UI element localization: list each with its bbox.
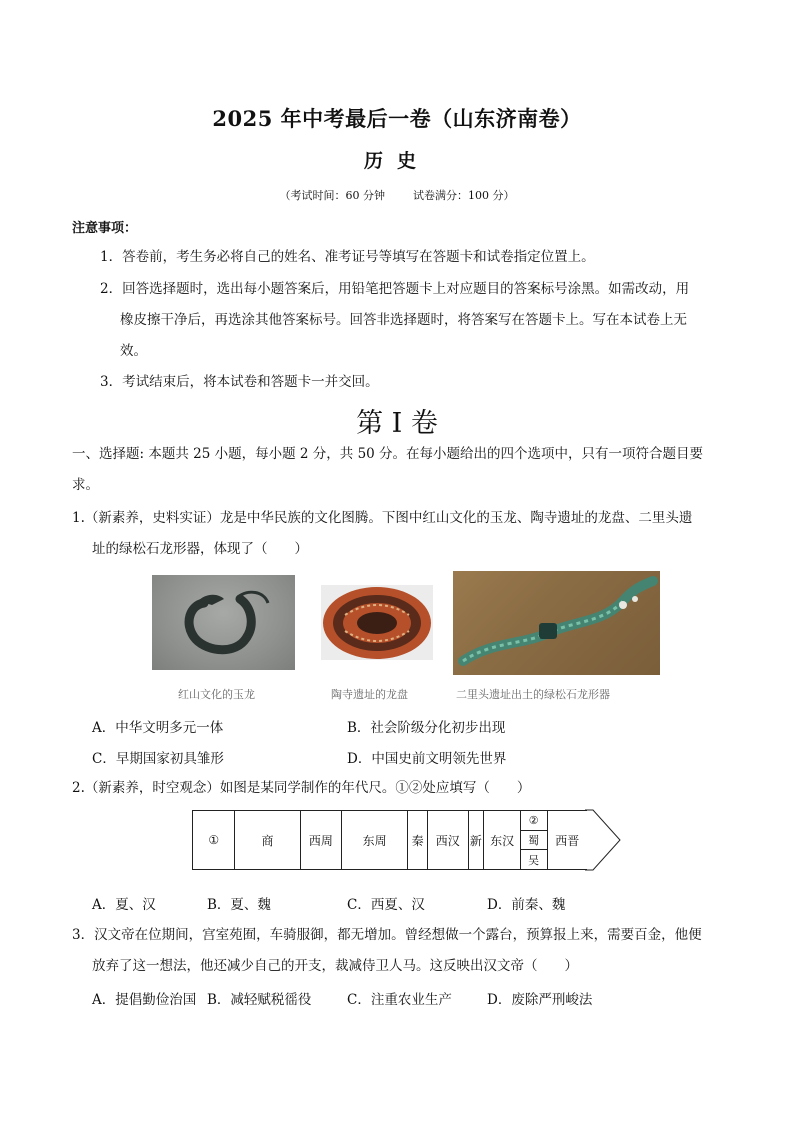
- timeline-cell-shang: 商: [235, 811, 300, 869]
- q2-option-c[interactable]: C．西夏、汉: [347, 897, 425, 913]
- q3-option-b[interactable]: B．减轻赋税徭役: [207, 992, 312, 1008]
- timeline-cell-western-han: 西汉: [428, 811, 468, 869]
- note-item-1: 1．答卷前，考生务必将自己的姓名、准考证号等填写在答题卡和试卷指定位置上。: [100, 249, 595, 265]
- notes-heading: 注意事项：: [72, 221, 138, 236]
- timeline-cell-shu: 蜀: [521, 831, 547, 851]
- timeline-cell-wu: 吴: [528, 853, 540, 867]
- caption-turquoise-dragon: 二里头遗址出土的绿松石龙形器: [456, 688, 610, 701]
- subject-title: 历史: [363, 150, 430, 172]
- q2-option-b[interactable]: B．夏、魏: [207, 897, 271, 913]
- timeline-cell-2: ②: [521, 811, 547, 831]
- q3-option-c[interactable]: C．注重农业生产: [347, 992, 452, 1008]
- note-item-3: 3．考试结束后，将本试卷和答题卡一并交回。: [100, 374, 379, 390]
- note-item-2-line-1: 2．回答选择题时，选出每小题答案后，用铅笔把答题卡上对应题目的答案标号涂黑。如需改动，用: [100, 281, 690, 297]
- q1-option-a[interactable]: A．中华文明多元一体: [92, 720, 224, 736]
- q1-stem-line-1: 1.（新素养，史料实证）龙是中华民族的文化图腾。下图中红山文化的玉龙、陶寺遗址的龙盘、二里头遗: [72, 510, 693, 526]
- timeline: [192, 810, 622, 870]
- note-item-2-line-3: 效。: [120, 343, 147, 359]
- timeline-cell-eastern-zhou: 东周: [342, 811, 408, 869]
- caption-dragon-plate: 陶寺遗址的龙盘: [331, 688, 408, 701]
- timeline-cell-eastern-han: 东汉: [484, 811, 521, 869]
- full-score: 试卷满分：100 分）: [413, 189, 515, 202]
- exam-info: [0, 187, 794, 203]
- q3-stem-line-2: 放弃了这一想法，他还减少自己的开支，裁减侍卫人马。这反映出汉文帝（ ）: [92, 958, 578, 974]
- q1-option-c[interactable]: C．早期国家初具雏形: [92, 751, 224, 767]
- q1-option-d[interactable]: D．中国史前文明领先世界: [347, 751, 507, 767]
- timeline-cell-western-zhou: 西周: [301, 811, 342, 869]
- q3-option-d[interactable]: D．废除严刑峻法: [487, 992, 593, 1008]
- caption-jade-dragon: 红山文化的玉龙: [178, 688, 255, 701]
- timeline-cell-xin: 新: [469, 811, 485, 869]
- q2-option-a[interactable]: A．夏、汉: [92, 897, 156, 913]
- timeline-arrow-icon: [585, 804, 621, 876]
- note-item-2-line-2: 橡皮擦干净后，再选涂其他答案标号。回答非选择题时，将答案写在答题卡上。写在本试卷上无: [120, 312, 687, 328]
- q2-option-d[interactable]: D．前秦、魏: [487, 897, 566, 913]
- dragon-plate-image: [321, 585, 433, 660]
- q2-stem: 2.（新素养，时空观念）如图是某同学制作的年代尺。①②处应填写（ ）: [72, 780, 531, 796]
- timeline-three-kingdoms: [521, 811, 548, 869]
- timeline-cell-western-jin: 西晋: [555, 833, 580, 848]
- q1-option-b[interactable]: B．社会阶级分化初步出现: [347, 720, 506, 736]
- exam-time: （考试时间：60 分钟: [279, 189, 385, 202]
- q1-stem-line-2: 址的绿松石龙形器，体现了（ ）: [92, 541, 308, 557]
- section-title: 第 I 卷: [356, 408, 438, 439]
- part1-intro-line-1: 一、选择题: 本题共 25 小题，每小题 2 分，共 50 分。在每小题给出的四个选项中，只有一项符合题目要: [72, 446, 704, 462]
- timeline-cell-1: ①: [193, 811, 235, 869]
- timeline-cell-qin: 秦: [408, 811, 428, 869]
- exam-title: 2025 年中考最后一卷（山东济南卷）: [212, 106, 582, 131]
- part1-intro-line-2: 求。: [72, 477, 99, 493]
- q3-stem-line-1: 3．汉文帝在位期间，宫室苑囿，车骑服御，都无增加。曾经想做一个露台，预算报上来，需要百金，他便: [72, 927, 702, 943]
- q3-option-a[interactable]: A．提倡勤俭治国: [92, 992, 197, 1008]
- turquoise-dragon-image: [453, 571, 660, 675]
- jade-dragon-image: [152, 575, 295, 670]
